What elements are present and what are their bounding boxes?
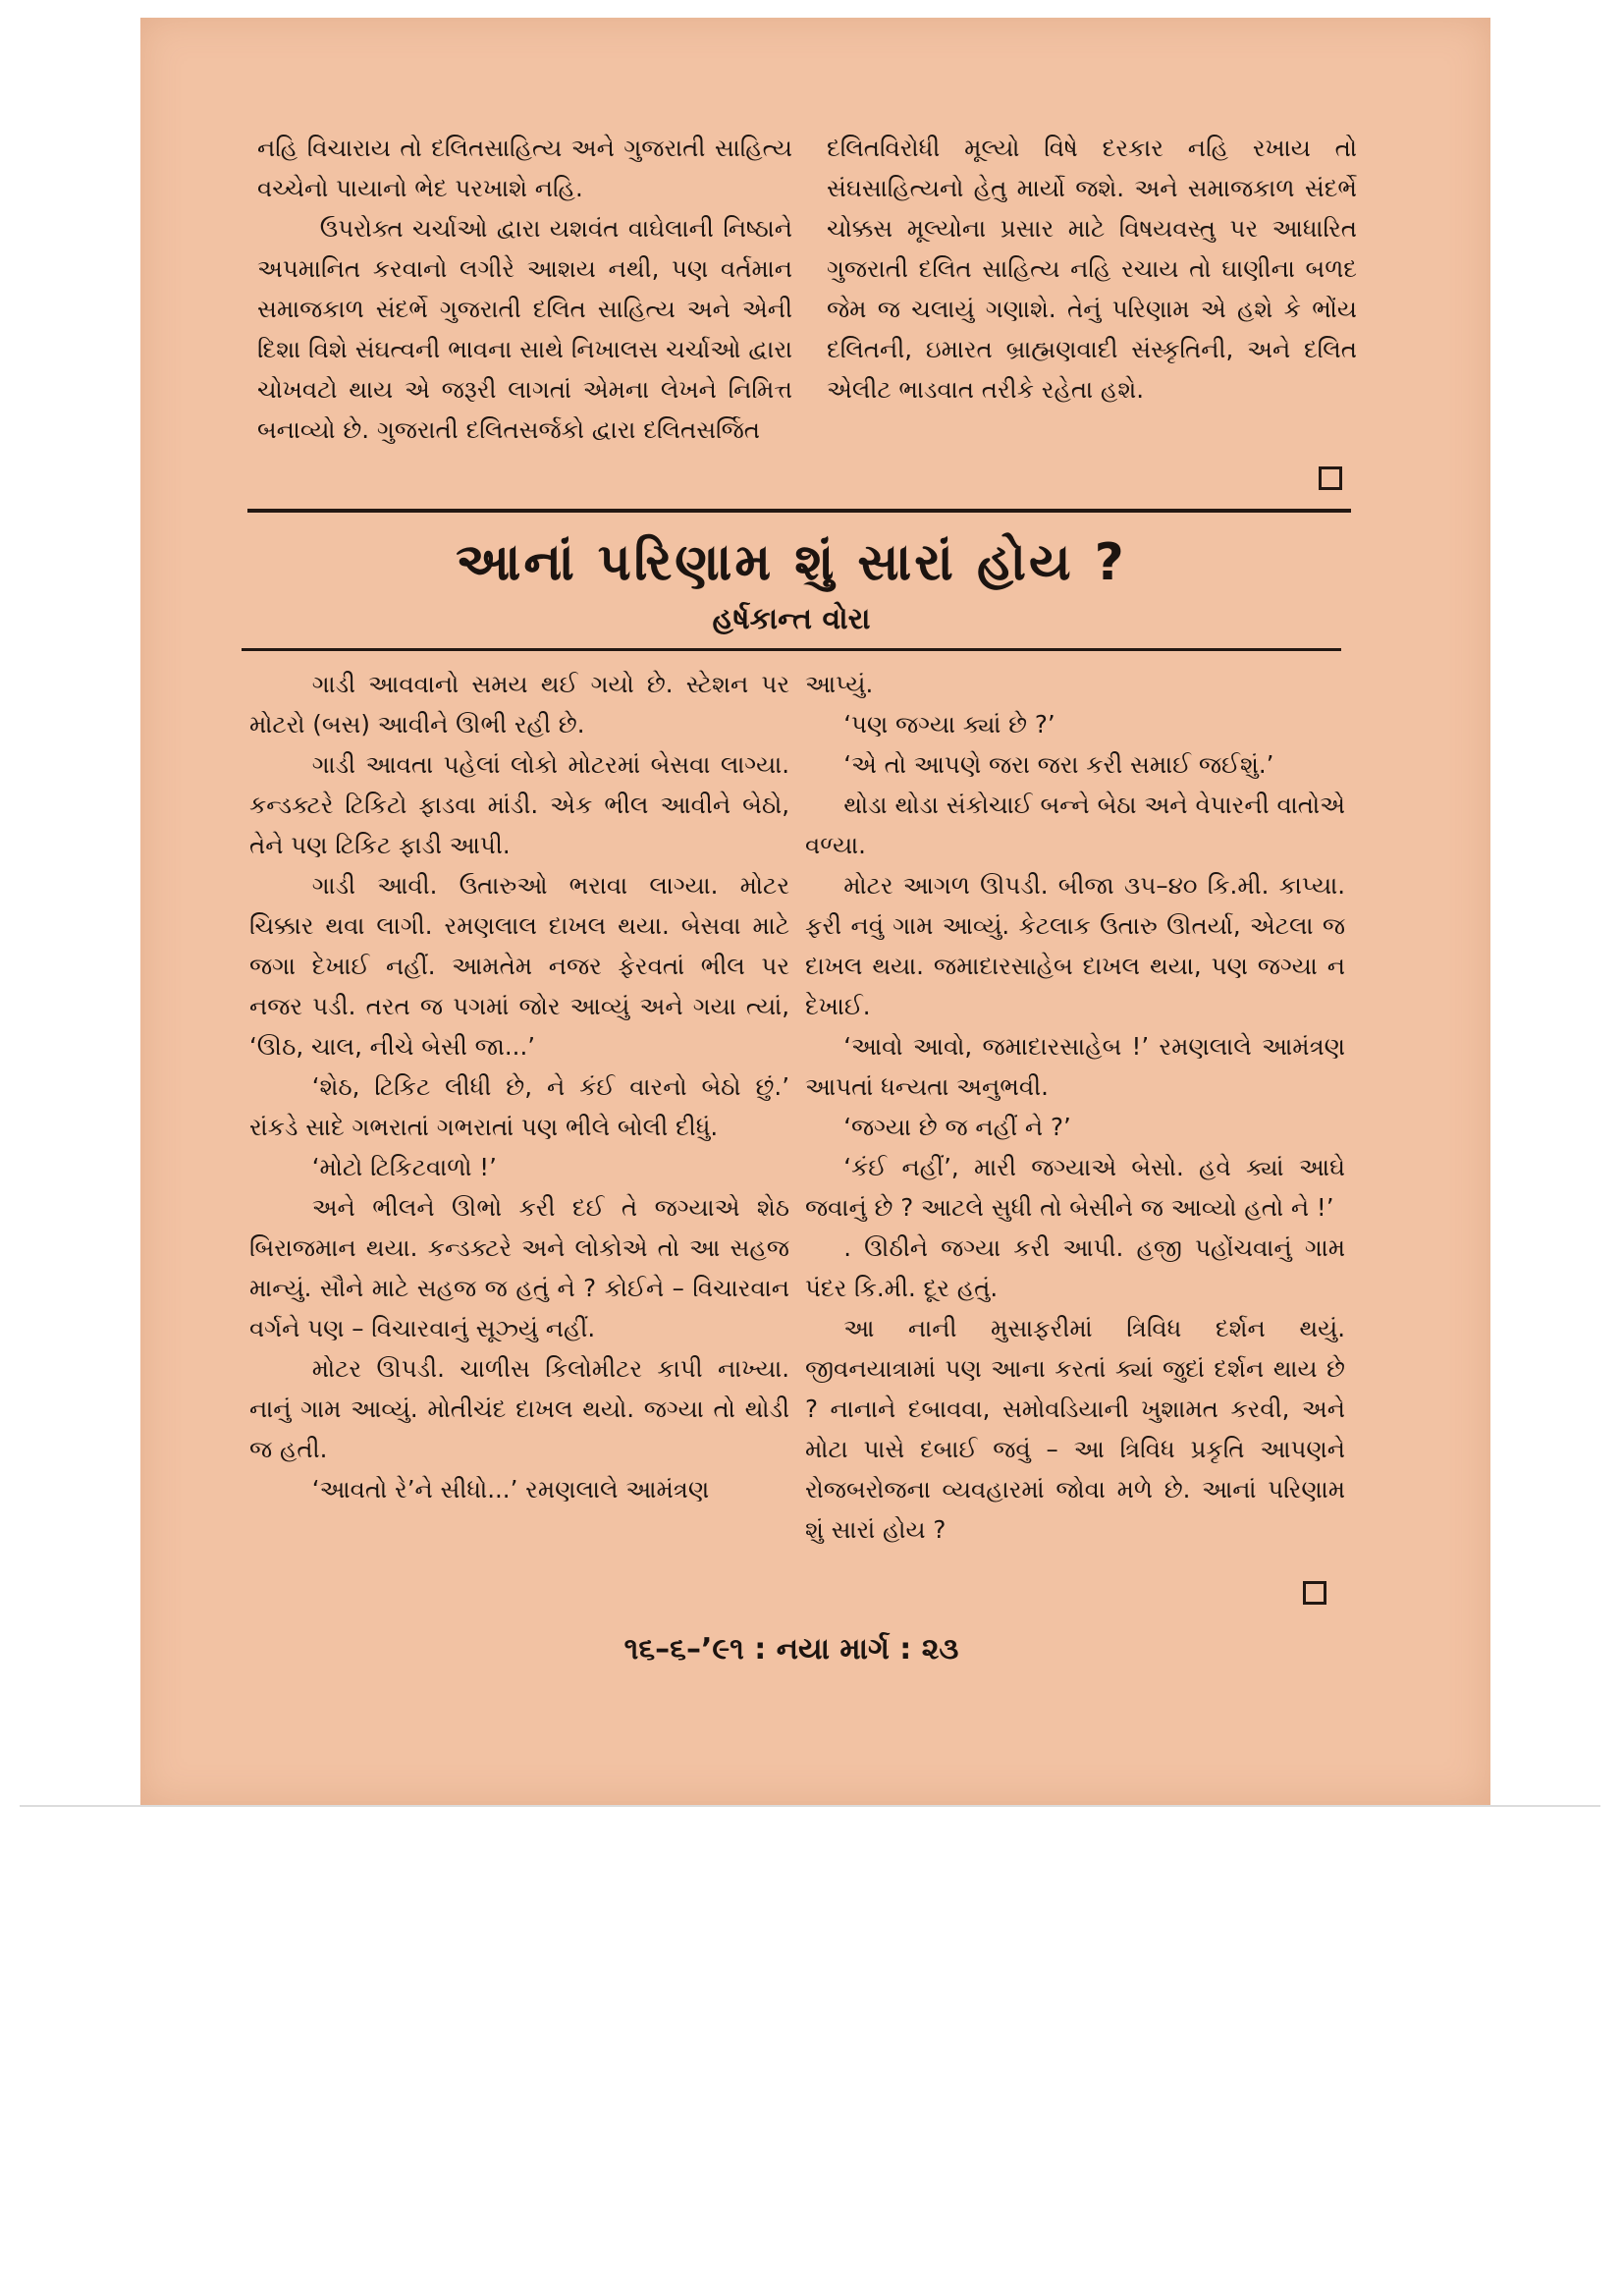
- paragraph: નહિ વિચારાય તો દલિતસાહિત્ય અને ગુજરાતી સાહિત્ય વચ્ચેનો પાયાનો ભેદ પરખાશે નહિ.: [257, 134, 792, 202]
- page-footer: ૧૬–૬–’૯૧ : નયા માર્ગ : ૨૩: [623, 1632, 959, 1667]
- paragraph: ગાડી આવતા પહેલાં લોકો મોટરમાં બેસવા લાગ્યા. કન્ડક્ટરે ટિકિટો ફાડવા માંડી. એક ભીલ આવીને બેઠો, તેને પણ ટિકિટ ફાડી આપી.: [249, 750, 789, 859]
- paragraph: ‘મોટો ટિકિટવાળો !’: [311, 1153, 497, 1181]
- paragraph: મોટર ઊપડી. ચાળીસ કિલોમીટર કાપી નાખ્યા. નાનું ગામ આવ્યું. મોતીચંદ દાખલ થયો. જગ્યા તો થોડી જ હતી.: [249, 1354, 789, 1463]
- paragraph: અને ભીલને ઊભો કરી દઈ તે જગ્યાએ શેઠ બિરાજમાન થયા. કન્ડક્ટરે અને લોકોએ તો આ સહજ માન્યું. સૌને માટે સહજ જ હતું ને ? કોઈને – વિચારવાન વર્ગને પણ – વિચારવાનું સૂઝ્યું નહીં.: [249, 1193, 789, 1342]
- paragraph: ગાડી આવી. ઉતારુઓ ભરાવા લાગ્યા. મોટર ચિક્કાર થવા લાગી. રમણલાલ દાખલ થયા. બેસવા માટે જગા દેખાઈ નહીં. આમતેમ નજર ફેરવતાં ભીલ પર નજર પડી. તરત જ પગમાં જોર આવ્યું અને ગયા ત્યાં, ‘ઊઠ, ચાલ, નીચે બેસી જા...’: [249, 871, 789, 1061]
- paragraph: ‘કંઈ નહીં’, મારી જગ્યાએ બેસો. હવે ક્યાં આઘે જવાનું છે ? આટલે સુધી તો બેસીને જ આવ્યો હતો ને !’: [805, 1153, 1345, 1222]
- paragraph: ‘આવો આવો, જમાદારસાહેબ !’ રમણલાલે આમંત્રણ આપતાં ધન્યતા અનુભવી.: [805, 1032, 1345, 1101]
- article-author: હર્ષકાન્ત વોરા: [712, 602, 871, 636]
- paragraph: મોટર આગળ ઊપડી. બીજા ૩૫–૪૦ કિ.મી. કાપ્યા. ફરી નવું ગામ આવ્યું. કેટલાક ઉતારુ ઊતર્યા, એટલા જ દાખલ થયા. જમાદારસાહેબ દાખલ થયા, પણ જગ્યા ન દેખાઈ.: [805, 871, 1345, 1020]
- paragraph: ‘આવતો રે’ને સીધો...’ રમણલાલે આમંત્રણ: [311, 1475, 710, 1503]
- section-divider: [247, 509, 1351, 513]
- article-left-column: [249, 664, 789, 1509]
- end-of-article-square-icon: [1303, 1581, 1326, 1605]
- previous-article-right-column: [827, 128, 1357, 410]
- paragraph: આપ્યું.: [805, 670, 874, 698]
- paragraph: . ઊઠીને જગ્યા કરી આપી. હજી પહોંચવાનું ગામ પંદર કિ.મી. દૂર હતું.: [805, 1233, 1345, 1302]
- scan-edge-divider: [20, 1805, 1600, 1807]
- paragraph: દલિતવિરોધી મૂલ્યો વિષે દરકાર નહિ રખાય તો સંઘસાહિત્યનો હેતુ માર્યો જશે. અને સમાજકાળ સંદર્ભે ચોક્કસ મૂલ્યોના પ્રસાર માટે વિષયવસ્તુ પર આધારિત ગુજરાતી દલિત સાહિત્ય નહિ રચાય તો ઘાણીના બળદ જેમ જ ચલાયું ગણાશે. તેનું પરિણામ એ હશે કે ભોંય દલિતની, ઇમારત બ્રાહ્મણવાદી સંસ્કૃતિની, અને દલિત એલીટ ભાડવાત તરીકે રહેતા હશે.: [827, 134, 1357, 404]
- paragraph: ‘શેઠ, ટિકિટ લીધી છે, ને કંઈ વારનો બેઠો છું.’ રાંકડે સાદે ગભરાતાં ગભરાતાં પણ ભીલે બોલી દીધું.: [249, 1072, 789, 1141]
- paragraph: ‘જગ્યા છે જ નહીં ને ?’: [843, 1113, 1071, 1141]
- paragraph: ‘એ તો આપણે જરા જરા કરી સમાઈ જઈશું.’: [843, 750, 1274, 779]
- paragraph: ઉપરોક્ત ચર્ચાઓ દ્વારા યશવંત વાઘેલાની નિષ્ઠાને અપમાનિત કરવાનો લગીરે આશય નથી, પણ વર્તમાન સમાજકાળ સંદર્ભે ગુજરાતી દલિત સાહિત્ય અને એની દિશા વિશે સંઘત્વની ભાવના સાથે નિખાલસ ચર્ચાઓ દ્વારા ચોખવટો થાય એ જરૂરી લાગતાં એમના લેખને નિમિત્ત બનાવ્યો છે. ગુજરાતી દલિતસર્જકો દ્વારા દલિતસર્જિત: [257, 214, 792, 444]
- previous-article-left-column: [257, 128, 792, 450]
- paragraph: થોડા થોડા સંકોચાઈ બન્ને બેઠા અને વેપારની વાતોએ વળ્યા.: [805, 791, 1345, 859]
- article-title: આનાં પરિણામ શું સારાં હોય ?: [456, 533, 1127, 592]
- article-right-column: [805, 664, 1345, 1550]
- paragraph: ગાડી આવવાનો સમય થઈ ગયો છે. સ્ટેશન પર મોટરો (બસ) આવીને ઊભી રહી છે.: [249, 670, 789, 738]
- paragraph: આ નાની મુસાફરીમાં ત્રિવિધ દર્શન થયું. જીવનયાત્રામાં પણ આના કરતાં ક્યાં જુદાં દર્શન થાય છે ? નાનાને દબાવવા, સમોવડિયાની ખુશામત કરવી, અને મોટા પાસે દબાઈ જવું – આ ત્રિવિધ પ્રકૃતિ આપણને રોજબરોજના વ્યવહારમાં જોવા મળે છે. આનાં પરિણામ શું સારાં હોય ?: [805, 1314, 1345, 1544]
- title-divider: [242, 648, 1341, 651]
- paragraph: ‘પણ જગ્યા ક્યાં છે ?’: [843, 710, 1055, 738]
- end-of-article-square-icon: [1319, 466, 1342, 490]
